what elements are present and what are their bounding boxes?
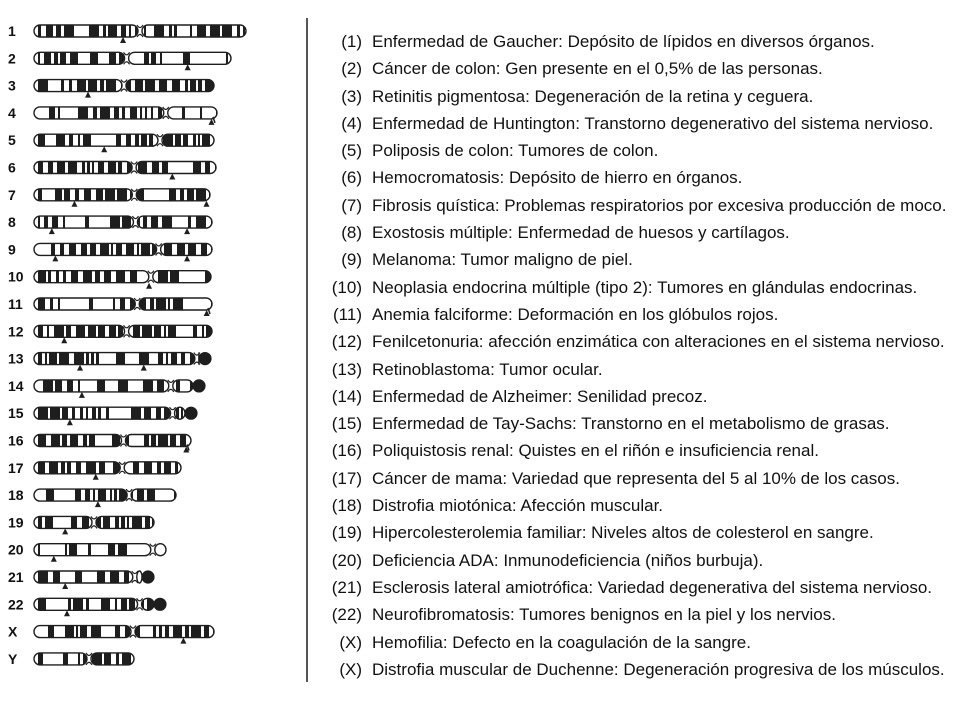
chromosome-label: 20 [8,541,24,558]
chromosome-19 [8,514,162,534]
gene-marker [49,228,55,234]
gene-marker [93,474,99,480]
disease-number: (5) [341,141,362,161]
chromosome-label: 16 [8,432,24,449]
disease-number: (12) [331,332,362,352]
chromosome-13 [8,351,211,371]
gene-marker [71,201,77,207]
disease-item [320,437,950,464]
disease-number: (3) [341,86,362,106]
disease-number: (15) [331,414,362,434]
chromosome-10 [8,269,213,289]
disease-number: (13) [331,359,362,379]
disease-item [320,519,950,546]
gene-marker [146,283,152,289]
disease-description: Enfermedad de Tay-Sachs: Transtorno en el metabolismo de grasas. [372,414,890,434]
chromosome-label: 22 [8,596,24,613]
disease-number: (19) [331,523,362,543]
disease-item [320,301,950,328]
disease-number: (4) [341,113,362,133]
disease-item [320,246,950,273]
chromosome-label: X [8,623,18,640]
disease-number: (20) [331,550,362,570]
gene-marker [79,392,85,398]
disease-item [320,110,950,137]
disease-description: Enfermedad de Gaucher: Depósito de lípidos en diversos órganos. [372,32,875,51]
chromosome-label: 3 [8,77,16,94]
chromosome-7 [8,187,217,207]
disease-item [320,465,950,492]
chromosome-3 [8,78,214,98]
gene-marker [67,419,73,425]
disease-description: Exostosis múltiple: Enfermedad de huesos y cartílagos. [372,223,790,243]
disease-description: Neurofibromatosis: Tumores benignos en la piel y los nervios. [372,605,836,625]
disease-description: Melanoma: Tumor maligno de piel. [372,250,633,270]
gene-marker [101,146,107,152]
disease-item [320,83,950,110]
disease-number: (22) [331,605,362,625]
disease-number: (X) [339,659,362,679]
disease-item [320,328,950,355]
chromosome-label: 4 [8,104,16,121]
disease-item [320,383,950,410]
disease-item [320,410,950,437]
disease-description: Poliquistosis renal: Quistes en el riñón e insuficiencia renal. [372,441,819,461]
disease-description: Hipercolesterolemia familiar: Niveles altos de colesterol en sangre. [372,523,874,543]
disease-item [320,28,950,55]
gene-marker [120,37,126,43]
disease-number: (8) [341,223,362,243]
disease-description: Hemocromatosis: Depósito de hierro en órganos. [372,168,743,188]
disease-item [320,601,950,628]
disease-description: Poliposis de colon: Tumores de colon. [372,141,659,161]
disease-item [320,192,950,219]
gene-marker [95,501,101,507]
gene-marker [141,365,147,371]
disease-description: Hemofilia: Defecto en la coagulación de la sangre. [372,632,751,652]
disease-description: Esclerosis lateral amiotrófica: Variedad degenerativa del sistema nervioso. [372,577,933,597]
chromosome-label: 17 [8,459,24,476]
disease-number: (9) [341,250,362,270]
disease-number: (X) [339,632,362,652]
disease-number: (10) [331,277,362,297]
chromosome-label: 14 [8,377,24,394]
chromosome-16 [8,433,191,453]
disease-description: Fibrosis quística: Problemas respiratorios por excesiva producción de moco. [372,195,947,215]
disease-number: (16) [331,441,362,461]
disease-number: (14) [331,386,362,406]
gene-marker [169,174,175,180]
chromosome-label: 1 [8,23,16,39]
gene-marker [185,64,191,70]
gene-marker [77,365,83,371]
chromosome-label: 6 [8,159,16,176]
disease-description: Enfermedad de Huntington: Transtorno degenerativo del sistema nervioso. [372,113,934,133]
disease-description: Cáncer de mama: Variedad que representa del 5 al 10% de los casos. [372,468,900,488]
disease-description: Neoplasia endocrina múltiple (tipo 2): Tumores en glándulas endocrinas. [372,277,918,297]
disease-description: Fenilcetonuria: afección enzimática con alteraciones en el sistema nervioso. [372,332,945,352]
disease-item [320,574,950,601]
chromosome-15 [8,405,197,425]
disease-description: Deficiencia ADA: Inmunodeficiencia (niños burbuja). [372,550,764,570]
chromosome-label: 19 [8,514,24,531]
disease-item [320,274,950,301]
gene-marker [85,92,91,98]
chromosome-label: 21 [8,569,24,585]
gene-marker [51,556,57,562]
gene-marker [62,528,68,534]
disease-item [320,137,950,164]
disease-item [320,656,950,683]
chromosome-label: Y [8,650,18,667]
chromosome-9 [8,241,214,261]
disease-number: (17) [331,468,362,488]
chromosome-label: 13 [8,350,24,367]
chromosome-label: 18 [8,487,24,504]
chromosome-22 [8,596,166,616]
disease-description: Distrofia miotónica: Afección muscular. [372,496,664,516]
disease-description: Distrofia muscular de Duchenne: Degeneración progresiva de los músculos. [372,659,945,679]
chromosome-label: 8 [8,214,16,231]
chromosome-14 [8,378,207,398]
gene-marker [184,228,190,234]
chromosome-18 [8,487,179,507]
chromosome-label: 11 [8,296,23,312]
chromosome-idiogram [0,0,300,700]
disease-item [320,164,950,191]
disease-number: (11) [333,304,362,324]
disease-item [320,55,950,82]
gene-marker [64,610,70,616]
disease-description: Retinitis pigmentosa: Degeneración de la retina y ceguera. [372,86,814,106]
gene-marker [61,337,67,343]
chromosome-4 [8,105,220,125]
disease-number: (7) [341,195,362,215]
gene-marker [203,201,209,207]
chromosome-11 [8,296,219,316]
disease-number: (18) [331,496,362,516]
chromosome-label: 12 [8,323,24,340]
disease-item [320,492,950,519]
chromosome-y [8,651,134,667]
chromosome-label: 7 [8,186,16,203]
gene-marker [184,255,190,261]
disease-number: (21) [331,577,362,597]
chromosome-label: 5 [8,132,16,149]
chromosome-20 [8,542,166,562]
chromosome-1 [8,23,246,43]
gene-marker [180,638,186,644]
chromosome-6 [8,160,218,180]
chromosome-12 [8,323,213,343]
disease-number: (2) [341,59,362,79]
chromosome-label: 10 [8,268,24,285]
disease-description: Enfermedad de Alzheimer: Senilidad precoz. [372,386,708,406]
column-divider [306,18,308,682]
disease-description: Retinoblastoma: Tumor ocular. [372,359,603,379]
chromosome-label: 2 [8,50,16,67]
disease-description: Cáncer de colon: Gen presente en el 0,5% de las personas. [372,59,823,79]
chromosome-label: 9 [8,241,16,258]
chromosome-8 [8,214,215,234]
chromosome-2 [8,50,231,70]
disease-item [320,629,950,656]
chromosome-5 [8,132,214,152]
chromosome-x [8,624,223,644]
disease-list [320,28,950,683]
disease-item [320,356,950,383]
disease-item [320,547,950,574]
chromosome-21 [8,569,154,589]
chromosome-label: 15 [8,405,24,422]
disease-number: (1) [341,32,362,51]
gene-marker [62,583,68,589]
disease-description: Anemia falciforme: Deformación en los glóbulos rojos. [372,304,779,324]
disease-item [320,219,950,246]
disease-number: (6) [341,168,362,188]
chromosome-17 [8,460,181,480]
gene-marker [52,255,58,261]
